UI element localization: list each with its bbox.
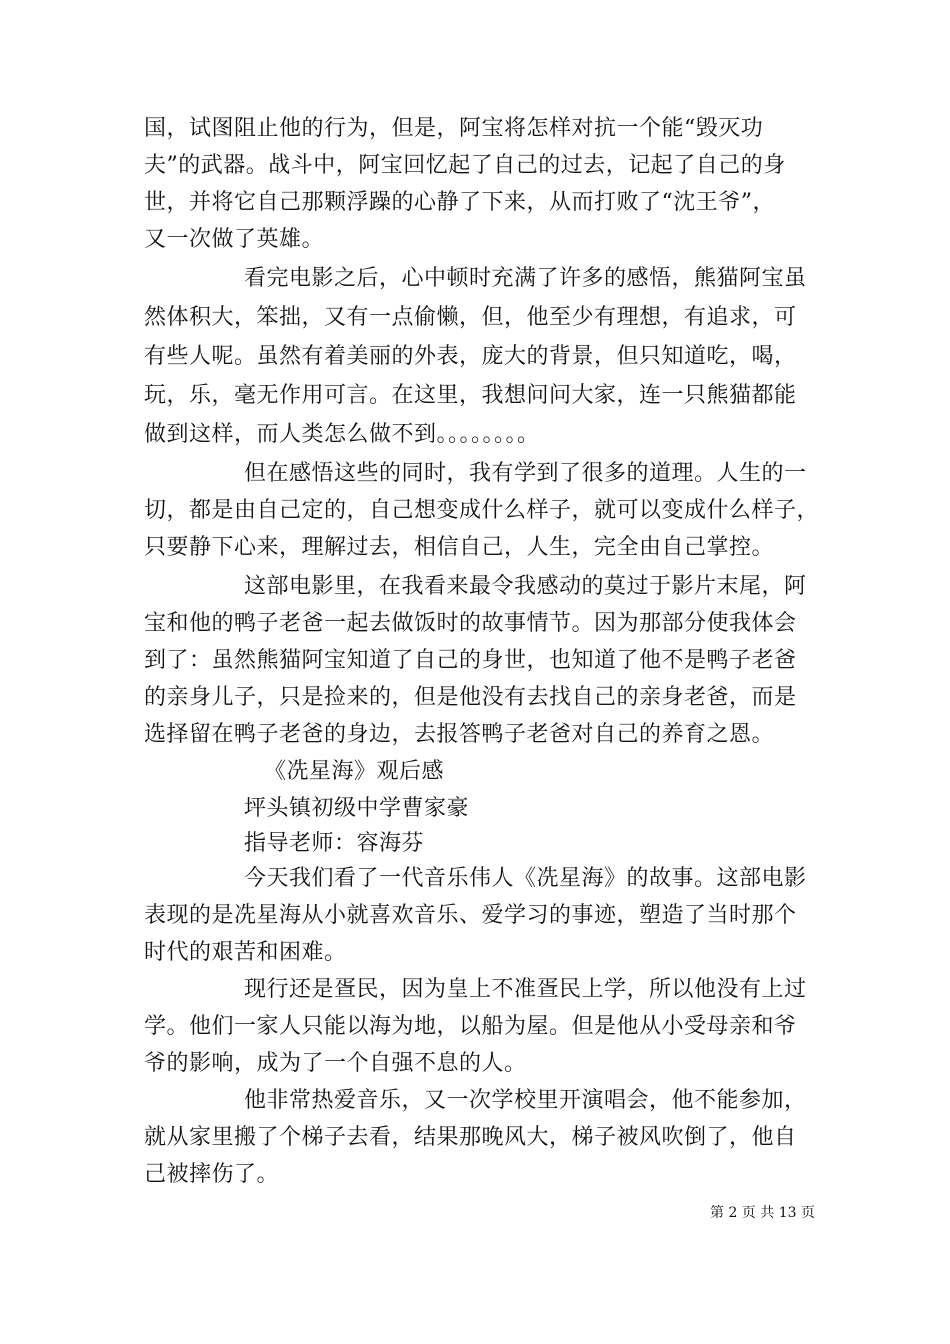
paragraph-first-line: 今天我们看了一代音乐伟人《冼星海》的故事。这部电影: [244, 866, 807, 891]
text-line: 的亲身儿子，只是捡来的，但是他没有去找自己的亲身老爸，而是: [144, 685, 797, 710]
text-line: 时代的艰苦和困难。: [144, 940, 347, 965]
text-line: 就从家里搬了个梯子去看，结果那晚风大，梯子被风吹倒了，他自: [144, 1125, 797, 1150]
text-line: 玩，乐，毫无作用可言。在这里，我想问问大家，连一只熊猫都能: [144, 383, 797, 408]
teacher-line: 指导老师：容海芬: [244, 831, 425, 856]
page-footer: 第 2 页 共 13 页: [710, 1205, 815, 1221]
text-line: 学。他们一家人只能以海为地，以船为屋。但是他从小受母亲和爷: [144, 1014, 797, 1039]
text-line: 做到这样，而人类怎么做不到。。。。。。。。: [144, 422, 540, 447]
text-line: 国，试图阻止他的行为，但是，阿宝将怎样对抗一个能“毁灭功: [144, 116, 764, 141]
text-line: 己被摔伤了。: [144, 1162, 280, 1187]
text-line: 选择留在鸭子老爸的身边，去报答鸭子老爸对自己的养育之恩。: [144, 722, 775, 747]
paragraph-first-line: 这部电影里，在我看来最令我感动的莫过于影片末尾，阿: [244, 574, 807, 599]
text-line: 然体积大，笨拙，又有一点偷懒，但，他至少有理想，有追求，可: [144, 305, 797, 330]
text-line: 又一次做了英雄。: [144, 227, 325, 252]
paragraph-first-line: 他非常热爱音乐，又一次学校里开演唱会，他不能参加，: [244, 1088, 807, 1113]
paragraph-first-line: 但在感悟这些的同时，我有学到了很多的道理。人生的一: [244, 461, 807, 486]
essay-title: 《冼星海》观后感: [264, 759, 445, 784]
text-line: 表现的是冼星海从小就喜欢音乐、爱学习的事迹，塑造了当时那个: [144, 903, 797, 928]
text-line: 爷的影响，成为了一个自强不息的人。: [144, 1051, 527, 1076]
text-line: 宝和他的鸭子老爸一起去做饭时的故事情节。因为那部分使我体会: [144, 611, 797, 636]
paragraph-first-line: 现行还是疍民，因为皇上不准疍民上学，所以他没有上过: [244, 977, 807, 1002]
text-line: 到了：虽然熊猫阿宝知道了自己的身世，也知道了他不是鸭子老爸: [144, 648, 797, 673]
text-line: 夫”的武器。战斗中，阿宝回忆起了自己的过去，记起了自己的身: [144, 153, 786, 178]
paragraph-first-line: 看完电影之后，心中顿时充满了许多的感悟，熊猫阿宝虽: [244, 266, 807, 291]
text-line: 切，都是由自己定的，自己想变成什么样子，就可以变成什么样子，: [144, 498, 820, 523]
author-line: 坪头镇初级中学曹家豪: [244, 796, 470, 821]
text-line: 世，并将它自己那颗浮躁的心静了下来，从而打败了“沈王爷”，: [144, 190, 775, 215]
text-line: 有些人呢。虽然有着美丽的外表，庞大的背景，但只知道吃，喝，: [144, 344, 797, 369]
text-line: 只要静下心来，理解过去，相信自己，人生，完全由自己掌控。: [144, 535, 775, 560]
